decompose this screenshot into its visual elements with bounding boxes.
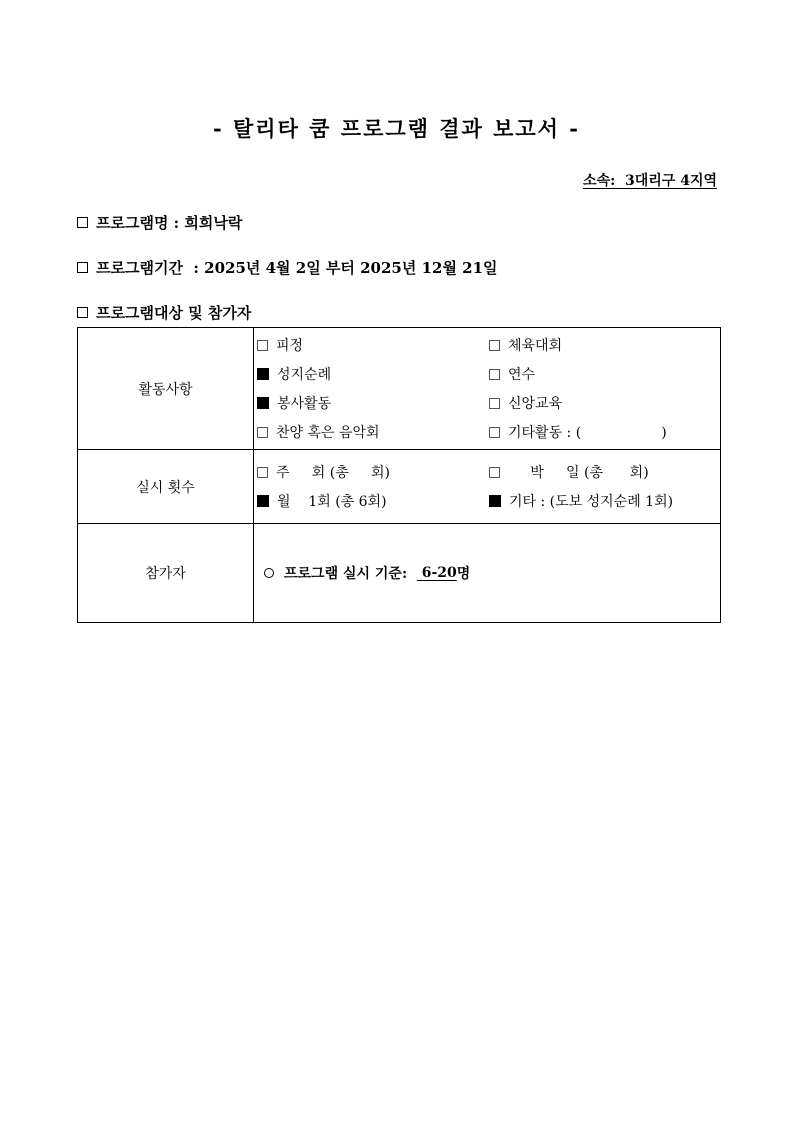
unchecked-box-icon[interactable] xyxy=(489,369,500,380)
checkbox-icon xyxy=(77,262,88,273)
option-label: 봉사활동 xyxy=(277,396,332,412)
circle-bullet-icon xyxy=(264,568,274,578)
checkbox-icon xyxy=(77,307,88,318)
program-name-text: 프로그램명 : 희희낙락 xyxy=(96,214,243,232)
option-item[interactable] xyxy=(257,393,489,413)
unchecked-box-icon[interactable] xyxy=(489,340,500,351)
option-label: 체육대회 xyxy=(508,338,563,354)
program-target-text: 프로그램대상 및 참가자 xyxy=(96,304,252,322)
criteria-value: 6-20 xyxy=(416,565,457,581)
unchecked-box-icon[interactable] xyxy=(489,398,500,409)
option-label: 주 회 (총 회) xyxy=(276,465,390,481)
checkbox-icon xyxy=(77,217,88,228)
frequency-options xyxy=(254,456,720,517)
option-label: 성지순례 xyxy=(277,367,332,383)
activities-label: 활동사항 xyxy=(78,328,254,450)
criteria-unit: 명 xyxy=(456,566,471,582)
program-table xyxy=(77,327,721,623)
option-item[interactable] xyxy=(257,491,489,511)
frequency-cell xyxy=(254,450,721,524)
option-item[interactable] xyxy=(489,393,720,413)
option-item[interactable] xyxy=(257,462,489,482)
checked-box-icon[interactable] xyxy=(489,495,501,507)
option-label: 찬양 혹은 음악회 xyxy=(276,425,380,441)
option-label: 기타 : (도보 성지순례 1회) xyxy=(509,494,674,510)
checked-box-icon[interactable] xyxy=(257,397,269,409)
option-label: 연수 xyxy=(508,367,536,383)
option-item[interactable] xyxy=(257,422,489,442)
option-item[interactable] xyxy=(489,364,720,384)
unchecked-box-icon[interactable] xyxy=(489,467,500,478)
option-label: 기타활동 : ( ) xyxy=(508,425,667,441)
frequency-row xyxy=(78,450,721,524)
unchecked-box-icon[interactable] xyxy=(489,427,500,438)
activities-options xyxy=(254,329,720,448)
option-item[interactable] xyxy=(489,491,720,511)
checked-box-icon[interactable] xyxy=(257,368,269,380)
activities-row xyxy=(78,328,721,450)
option-label: 월 1회 (총 6회) xyxy=(277,494,387,510)
unchecked-box-icon[interactable] xyxy=(257,340,268,351)
activities-cell xyxy=(254,328,721,450)
option-item[interactable] xyxy=(489,335,720,355)
document-title: - 탈리타 쿰 프로그램 결과 보고서 - xyxy=(212,116,580,141)
section-program-target xyxy=(77,302,251,323)
option-label: 박 일 (총 회) xyxy=(508,465,649,481)
option-item[interactable] xyxy=(489,422,720,442)
option-item[interactable] xyxy=(489,462,720,482)
option-label: 피정 xyxy=(276,338,304,354)
checked-box-icon[interactable] xyxy=(257,495,269,507)
participants-row xyxy=(78,524,721,623)
unchecked-box-icon[interactable] xyxy=(257,427,268,438)
option-item[interactable] xyxy=(257,335,489,355)
frequency-label: 실시 횟수 xyxy=(78,450,254,524)
participants-cell xyxy=(254,524,721,623)
option-label: 신앙교육 xyxy=(508,396,563,412)
section-program-name xyxy=(77,212,242,233)
participants-label: 참가자 xyxy=(78,524,254,623)
program-period-text: 프로그램기간 : 2025년 4월 2일 부터 2025년 12월 21일 xyxy=(96,259,498,277)
unchecked-box-icon[interactable] xyxy=(257,467,268,478)
affiliation: 소속: 3대리구 4지역 xyxy=(583,173,717,189)
criteria-label: 프로그램 실시 기준: xyxy=(284,566,417,582)
option-item[interactable] xyxy=(257,364,489,384)
criteria-line xyxy=(254,563,720,583)
section-program-period xyxy=(77,257,498,278)
